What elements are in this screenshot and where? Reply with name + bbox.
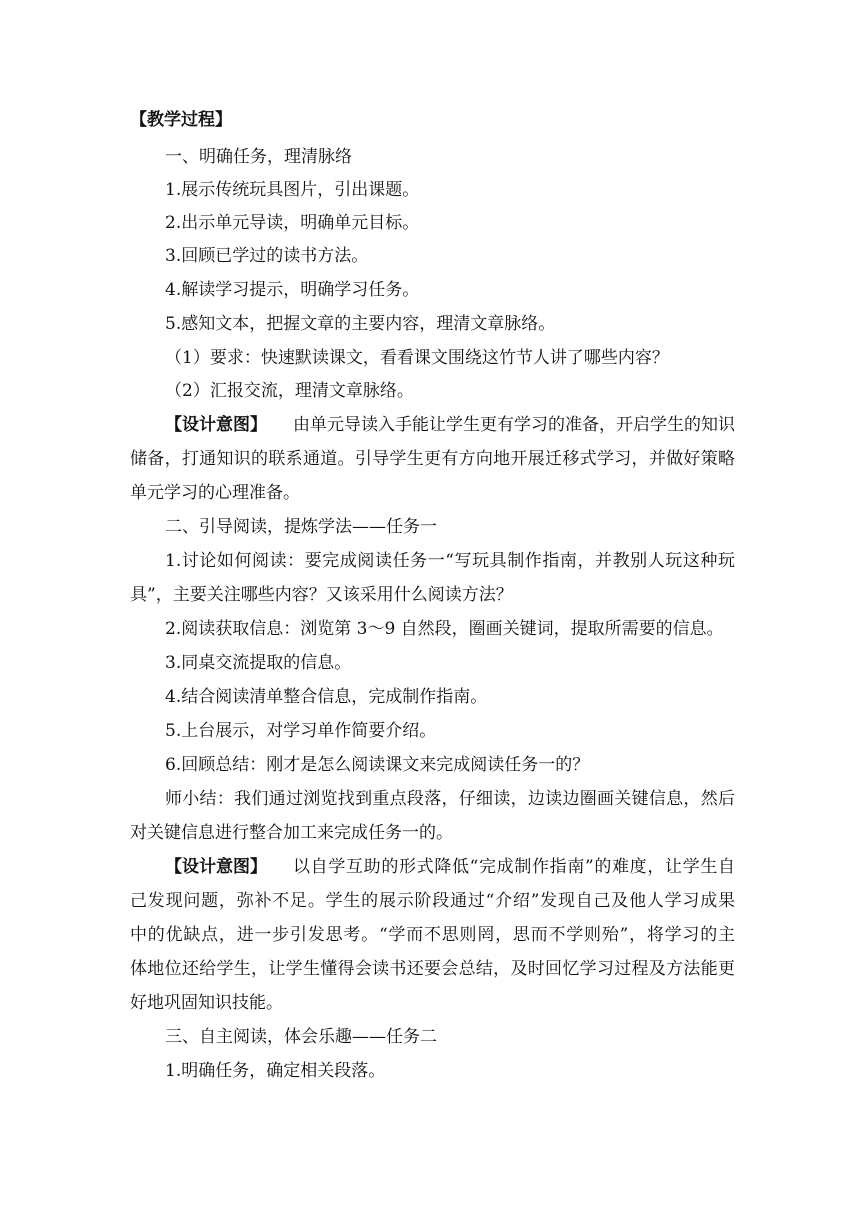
list-item-continued: 具”，主要关注哪些内容？又该采用什么阅读方法？ [130, 585, 513, 605]
list-item: 1.明确任务，确定相关段落。 [165, 1061, 386, 1081]
list-item: 4.结合阅读清单整合信息，完成制作指南。 [165, 687, 488, 707]
list-item: 1.展示传统玩具图片，引出课题。 [165, 180, 420, 200]
teacher-summary: 对关键信息进行整合加工来完成任务一的。 [130, 823, 453, 843]
section-1-title: 一、明确任务，理清脉络 [165, 147, 352, 167]
sub-item: （1）要求：快速默读课文，看看课文围绕这竹节人讲了哪些内容？ [165, 348, 669, 368]
section-heading: 【教学过程】 [130, 110, 232, 130]
section-2-title: 二、引导阅读，提炼学法——任务一 [165, 517, 437, 537]
design-intent-text: 储备，打通知识的联系通道。引导学生更有方向地开展迁移式学习，并做好策略 [130, 449, 735, 469]
design-intent-label: 【设计意图】 [165, 857, 267, 877]
list-item: 2.阅读获取信息：浏览第 3～9 自然段，圈画关键词，提取所需要的信息。 [165, 619, 724, 639]
design-intent-text: 以自学互助的形式降低“完成制作指南”的难度，让学生自 [293, 857, 735, 877]
design-intent-text: 己发现问题，弥补不足。学生的展示阶段通过“介绍”发现自己及他人学习成果 [130, 891, 735, 911]
list-item: 2.出示单元导读，明确单元目标。 [165, 213, 420, 233]
design-intent-text: 中的优缺点，进一步引发思考。“学而不思则罔，思而不学则殆”，将学习的主 [130, 925, 735, 945]
list-item: 3.同桌交流提取的信息。 [165, 653, 352, 673]
design-intent-text: 体地位还给学生，让学生懂得会读书还要会总结，及时回忆学习过程及方法能更 [130, 959, 735, 979]
list-item: 5.上台展示，对学习单作简要介绍。 [165, 721, 437, 741]
design-intent-text: 单元学习的心理准备。 [130, 483, 300, 503]
list-item: 5.感知文本，把握文章的主要内容，理清文章脉络。 [165, 314, 556, 334]
list-item: 3.回顾已学过的读书方法。 [165, 246, 369, 266]
list-item: 6.回顾总结：刚才是怎么阅读课文来完成阅读任务一的？ [165, 755, 590, 775]
design-intent-text: 好地巩固知识技能。 [130, 993, 283, 1013]
teacher-summary: 师小结：我们通过浏览找到重点段落，仔细读，边读边圈画关键信息，然后 [165, 789, 735, 809]
section-3-title: 三、自主阅读，体会乐趣——任务二 [165, 1027, 437, 1047]
design-intent-text: 由单元导读入手能让学生更有学习的准备，开启学生的知识 [293, 415, 735, 435]
list-item: 1.讨论如何阅读：要完成阅读任务一“写玩具制作指南，并教别人玩这种玩 [165, 551, 735, 571]
design-intent-label: 【设计意图】 [165, 415, 267, 435]
sub-item: （2）汇报交流，理清文章脉络。 [165, 381, 414, 401]
list-item: 4.解读学习提示，明确学习任务。 [165, 280, 420, 300]
